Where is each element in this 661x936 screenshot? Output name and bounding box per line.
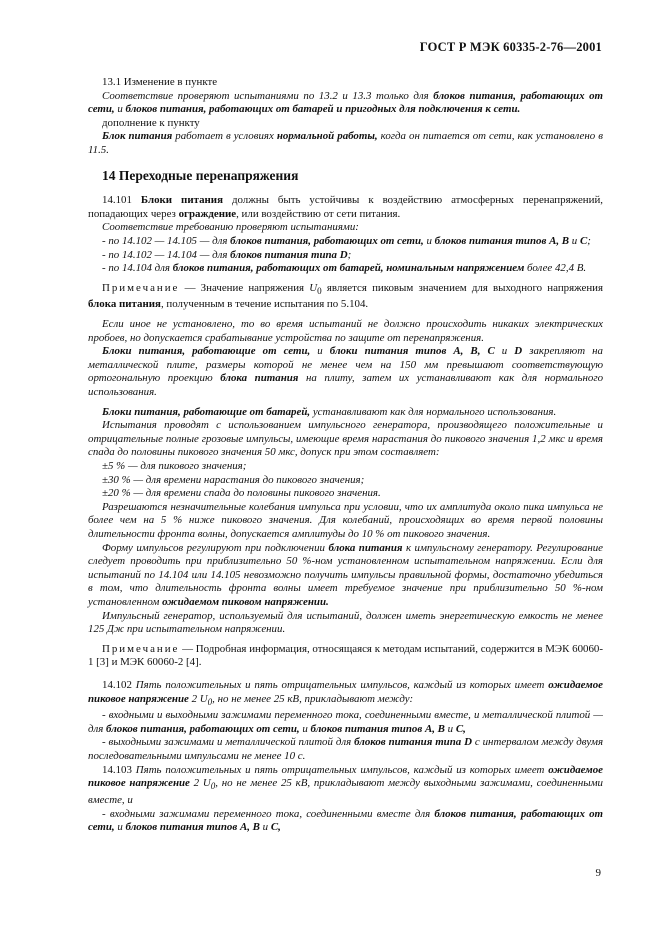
test-item-3: - по 14.104 для блоков питания, работающих от батарей, номинальным напряжением более 42,4 В. [102,262,587,275]
document-body [88,76,603,835]
section-14-title: 14 Переходные перенапряжения [102,167,299,183]
test-item-5: - выходными зажимами и металлической плитой для блоков питания типа D с интервалом между двумя последовательными импульсами не менее 10 с. [88,736,604,763]
paragraph-14-103: 14.103 Пять положительных и пять отрицательных импульсов, каждый из которых имеет ожидаемое пиковое напряжение 2 $U_0$, но не менее 25 кВ, прикладывают между выходными зажимами, соединенными вместе, и [88,763,603,807]
tolerance-item: ±5 % — для пикового значения; [102,460,247,473]
clause-13-1-compliance: Соответствие проверяют испытаниями по 13.2 и 13.3 только для блоков питания, работающих от сети, и блоков питания, работающих от батарей и пригодных для подключения к сети. [88,89,603,116]
page-number: 9 [595,867,601,879]
test-item-1: - по 14.102 — 14.105 — для блоков питания, работающих от сети, и блоков питания типов А, В и С; [102,234,591,247]
paragraph-14-102: 14.102 Пять положительных и пять отрицательных импульсов, каждый из которых имеет ожидаемое пиковое напряжение 2 $U_0$, но не менее 25 кВ, прикладывают между: [88,678,603,707]
paragraph-14-101: 14.101 Блоки питания должны быть устойчивы к воздействию атмосферных перенапряжений, попадающих через ограждение, или воздействию от сети питания. [88,194,604,220]
paragraph-battery: Блоки питания, работающие от батарей, устанавливают как для нормального использования. [102,405,557,418]
paragraph-no-breakdown: Если иное не установлено, то во время испытаний не должно происходить никаких электрических пробоев, но допускается срабатывание устройства по защите от перенапряжения. [88,318,603,344]
test-item-6: - входными зажимами переменного тока, соединенными вместе для блоков питания, работающих от сети, и блоков питания типов А, В и С, [88,807,603,834]
test-item-2: - по 14.102 — 14.104 — для блоков питания типа D; [102,248,352,261]
paragraph-energy: Импульсный генератор, используемый для испытаний, должен иметь энергетическую емкость не менее 125 Дж при испытательном напряжении. [88,609,603,636]
compliance-line: Соответствие требованию проверяют испытаниями: [102,221,359,234]
clause-13-1-addition: дополнение к пункту [102,116,200,129]
note-2: Примечание — Подробная информация, относящаяся к методам испытаний, содержится в МЭК 60060-1 [3] и МЭК 60060-2 [4]. [88,642,603,669]
clause-13-1-label: 13.1 Изменение в пункте [102,76,218,88]
tolerance-item: ±30 % — для времени нарастания до пикового значения; [102,473,365,486]
paragraph-pulse-form: Форму импульсов регулируют при подключении блока питания к импульсному генератору. Регулирование следует проводить при приблизительно 50 %-ном установленном испытательном напряжении. Если для испытаний по 14.104 или 14.105 невозможно получить импульсы правильной формы, достаточно убедиться в том, что длительность фронта волны имеет требуемое значение при приблизительно 50 %-ном установленном ожидаемом пиковом напряжении. [88,541,604,608]
paragraph-mounting: Блоки питания, работающие от сети, и блоки питания типов А, В, С и D закрепляют на металлической плите, размеры которой не менее чем на 150 мм превышают соответствующую ортогональную проекцию блока питания на плиту, затем их устанавливают как для нормального использования. [88,345,604,399]
paragraph-fluctuations: Разрешаются незначительные колебания импульса при условии, что их амплитуда около пика импульса не более чем на 5 % ниже пикового значения. Для колебаний, происходящих во время первой половины длительности фронта волны, допускается амплитуды до 10 % от пикового значения. [88,500,603,540]
clause-13-1-supplement: Блок питания работает в условиях нормальной работы, когда он питается от сети, как установлено в 11.5. [88,130,603,156]
paragraph-generator: Испытания проводят с использованием импульсного генератора, производящего положительные и отрицательные полные грозовые импульсы, имеющие время нарастания до пикового значения 1,2 мкс и время спада до половины пикового значения 50 мкс, допуск при этом составляет: [88,419,603,459]
page-header: ГОСТ Р МЭК 60335-2-76—2001 [419,40,602,54]
note-1: Примечание — Значение напряжения $U_0$ является пиковым значением для выходного напряжения блока питания, полученным в течение испытания по 5.104. [88,281,603,311]
tolerance-item: ±20 % — для времени спада до половины пикового значения. [102,487,381,500]
test-item-4: - входными и выходными зажимами переменного тока, соединенными вместе, и металлической плитой — для блоков питания, работающих от сети, и блоков питания типов А, В и С, [88,709,603,735]
